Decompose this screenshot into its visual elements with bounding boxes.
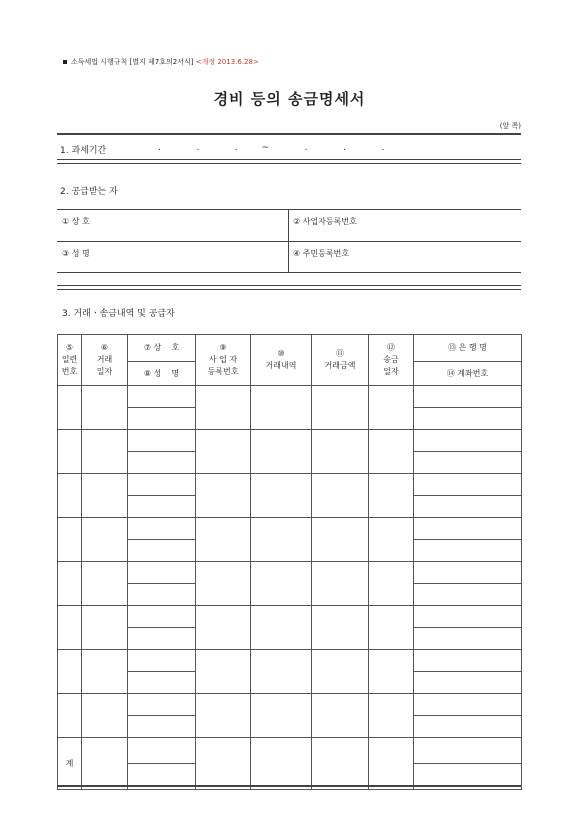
cell-date[interactable] [82, 518, 128, 562]
field-resident-no: ④ 주민등록번호 [293, 249, 350, 258]
col-amount-header: ⑪ 거래금액 [312, 335, 369, 386]
cell-bank[interactable] [414, 386, 522, 408]
col-account-header: ⑭ 계좌번호 [414, 362, 522, 386]
table-row [58, 474, 522, 496]
col-reg-no-header: ⑨ 사 업 자 등록번호 [196, 335, 251, 386]
cell-business-name[interactable] [128, 474, 196, 496]
cell-remit-date[interactable] [369, 430, 414, 474]
cell-bank[interactable] [414, 430, 522, 452]
cell-account[interactable] [414, 496, 522, 518]
cell-reg-no[interactable] [196, 430, 251, 474]
cell-name[interactable] [128, 408, 196, 430]
cell-date[interactable] [82, 738, 128, 790]
col-remit-date-header: ⑫ 송금 일자 [369, 335, 414, 386]
cell-reg-no[interactable] [196, 738, 251, 790]
cell-business-name[interactable] [128, 606, 196, 628]
cell-details[interactable] [251, 650, 312, 694]
table-row [58, 694, 522, 716]
cell-reg-no[interactable] [196, 650, 251, 694]
cell-bank[interactable] [414, 650, 522, 672]
cell-serial[interactable] [58, 694, 82, 738]
total-label: 계 [58, 738, 82, 790]
cell-remit-date[interactable] [369, 738, 414, 790]
cell-remit-date[interactable] [369, 650, 414, 694]
cell-details[interactable] [251, 518, 312, 562]
section2-label: 2. 공급받는 자 [60, 187, 118, 197]
cell-remit-date[interactable] [369, 518, 414, 562]
section1-label: 1. 과세기간 [60, 146, 107, 156]
cell-details[interactable] [251, 386, 312, 430]
cell-remit-date[interactable] [369, 694, 414, 738]
field-business-reg-no: ② 사업자등록번호 [293, 217, 357, 226]
cell-bank[interactable] [414, 562, 522, 584]
cell-account[interactable] [414, 672, 522, 694]
table-row [58, 386, 522, 408]
revision-date: <개정 2013.6.28> [195, 58, 259, 66]
cell-amount[interactable] [312, 518, 369, 562]
cell-business-name[interactable] [128, 562, 196, 584]
cell-remit-date[interactable] [369, 386, 414, 430]
cell-business-name[interactable] [128, 518, 196, 540]
cell-name[interactable] [128, 496, 196, 518]
cell-date[interactable] [82, 386, 128, 430]
cell-bank[interactable] [414, 474, 522, 496]
cell-account[interactable] [414, 452, 522, 474]
cell-amount[interactable] [312, 474, 369, 518]
cell-bank[interactable] [414, 518, 522, 540]
cell-remit-date[interactable] [369, 606, 414, 650]
cell-serial[interactable] [58, 518, 82, 562]
cell-serial[interactable] [58, 386, 82, 430]
cell-reg-no[interactable] [196, 606, 251, 650]
cell-details[interactable] [251, 474, 312, 518]
law-reference: 소득세법 시행규칙 [별지 제7호의2서식] [71, 58, 194, 66]
cell-account[interactable] [414, 716, 522, 738]
cell-details[interactable] [251, 430, 312, 474]
cell-serial[interactable] [58, 474, 82, 518]
cell-reg-no[interactable] [196, 386, 251, 430]
cell-account[interactable] [414, 584, 522, 606]
transaction-table [57, 334, 522, 790]
cell-serial[interactable] [58, 562, 82, 606]
tax-period-range[interactable]: . . . ~ . . . [158, 143, 385, 153]
cell-serial[interactable] [58, 606, 82, 650]
cell-account[interactable] [414, 628, 522, 650]
cell-date[interactable] [82, 694, 128, 738]
cell-date[interactable] [82, 430, 128, 474]
cell-reg-no[interactable] [196, 518, 251, 562]
table-row [58, 650, 522, 672]
cell-name[interactable] [128, 672, 196, 694]
bullet-icon [63, 60, 67, 64]
col-business-name-header: ⑦ 상 호 [128, 335, 196, 362]
cell-date[interactable] [82, 562, 128, 606]
table-row [58, 518, 522, 540]
cell-reg-no[interactable] [196, 562, 251, 606]
cell-reg-no[interactable] [196, 474, 251, 518]
cell-bank[interactable] [414, 694, 522, 716]
field-business-name: ① 상 호 [62, 217, 90, 226]
cell-amount[interactable] [312, 606, 369, 650]
cell-reg-no[interactable] [196, 694, 251, 738]
cell-bank[interactable] [414, 738, 522, 764]
total-row [58, 738, 522, 764]
cell-amount[interactable] [312, 650, 369, 694]
cell-amount[interactable] [312, 738, 369, 790]
cell-serial[interactable] [58, 650, 82, 694]
cell-business-name[interactable] [128, 430, 196, 452]
cell-details[interactable] [251, 606, 312, 650]
page-title: 경비 등의 송금명세서 [213, 90, 366, 108]
col-name-header: ⑧ 성 명 [128, 362, 196, 386]
cell-date[interactable] [82, 650, 128, 694]
cell-name[interactable] [128, 628, 196, 650]
col-date-header: ⑥ 거래 일자 [82, 335, 128, 386]
table-row [58, 606, 522, 628]
table-row [58, 562, 522, 584]
cell-business-name[interactable] [128, 694, 196, 716]
table-row [58, 430, 522, 452]
cell-business-name[interactable] [128, 738, 196, 764]
cell-details[interactable] [251, 694, 312, 738]
cell-serial[interactable] [58, 430, 82, 474]
cell-details[interactable] [251, 738, 312, 790]
cell-name[interactable] [128, 540, 196, 562]
col-details-header: ⑩ 거래내역 [251, 335, 312, 386]
cell-amount[interactable] [312, 386, 369, 430]
cell-name[interactable] [128, 452, 196, 474]
cell-amount[interactable] [312, 430, 369, 474]
cell-name[interactable] [128, 584, 196, 606]
cell-amount[interactable] [312, 562, 369, 606]
cell-name[interactable] [128, 716, 196, 738]
cell-date[interactable] [82, 474, 128, 518]
cell-details[interactable] [251, 562, 312, 606]
cell-business-name[interactable] [128, 386, 196, 408]
field-name: ③ 성 명 [62, 249, 90, 258]
cell-account[interactable] [414, 408, 522, 430]
section3-label: 3. 거래ㆍ송금내역 및 공급자 [62, 309, 175, 319]
cell-remit-date[interactable] [369, 562, 414, 606]
cell-remit-date[interactable] [369, 474, 414, 518]
cell-date[interactable] [82, 606, 128, 650]
form-reference [63, 57, 259, 67]
page-side: (앞 쪽) [499, 122, 521, 130]
cell-amount[interactable] [312, 694, 369, 738]
cell-bank[interactable] [414, 606, 522, 628]
col-serial-header: ⑤ 일련 번호 [58, 335, 82, 386]
col-bank-header: ⑬ 은 행 명 [414, 335, 522, 362]
cell-account[interactable] [414, 540, 522, 562]
cell-business-name[interactable] [128, 650, 196, 672]
